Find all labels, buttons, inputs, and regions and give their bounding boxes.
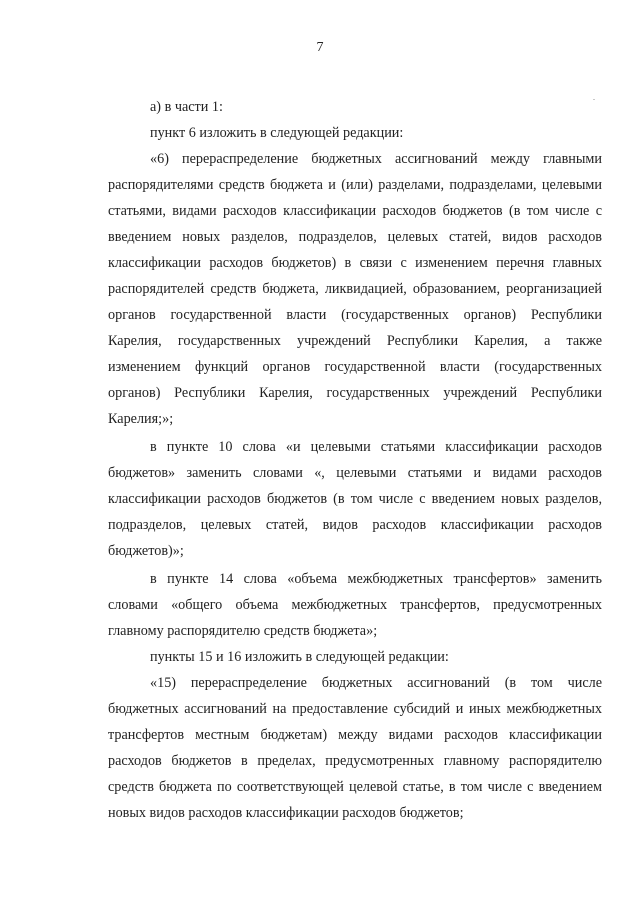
paragraph-item-6-intro: пункт 6 изложить в следующей редакции: [150, 125, 404, 141]
document-body [108, 94, 602, 826]
paragraph-item-14: в пункте 14 слова «объема межбюджетных трансфертов» заменить словами «общего объема межбюджетных трансфертов, предусмотренных главному распорядителю средств бюджета»; [108, 571, 602, 639]
paragraph-part-1: а) в части 1: [150, 99, 223, 115]
page-number: 7 [316, 40, 324, 55]
paragraph-items-15-16-intro: пункты 15 и 16 изложить в следующей редакции: [150, 649, 449, 665]
paragraph-item-15-text: «15) перераспределение бюджетных ассигнований (в том числе бюджетных ассигнований на предоставление субсидий и иных межбюджетных трансфертов местным бюджетам) между видами расходов классификации расходов бюджетов в пределах, предусмотренных главному распорядителю средств бюджета по соответствующей целевой статье, в том числе с введением новых видов расходов классификации расходов бюджетов; [108, 675, 602, 821]
paragraph-item-6-text: «6) перераспределение бюджетных ассигнований между главными распорядителями средств бюджета и (или) разделами, подразделами, целевыми статьями, видами расходов классификации расходов бюджетов (в том числе с введением новых разделов, подразделов, целевых статей, видов расходов классификации расходов бюджетов) в связи с изменением перечня главных распорядителей средств бюджета, ликвидацией, образованием, реорганизацией органов государственной власти (государственных органов) Республики Карелия, государственных учреждений Республики Карелия, а также изменением функций органов государственной власти (государственных органов) Республики Карелия, государственных учреждений Республики Карелия;»; [108, 151, 602, 427]
paragraph-item-10: в пункте 10 слова «и целевыми статьями классификации расходов бюджетов» заменить словами «, целевыми статьями и видами расходов классификации расходов бюджетов (в том числе с введением новых разделов, подразделов, целевых статей, видов расходов классификации расходов бюджетов)»; [108, 439, 602, 559]
